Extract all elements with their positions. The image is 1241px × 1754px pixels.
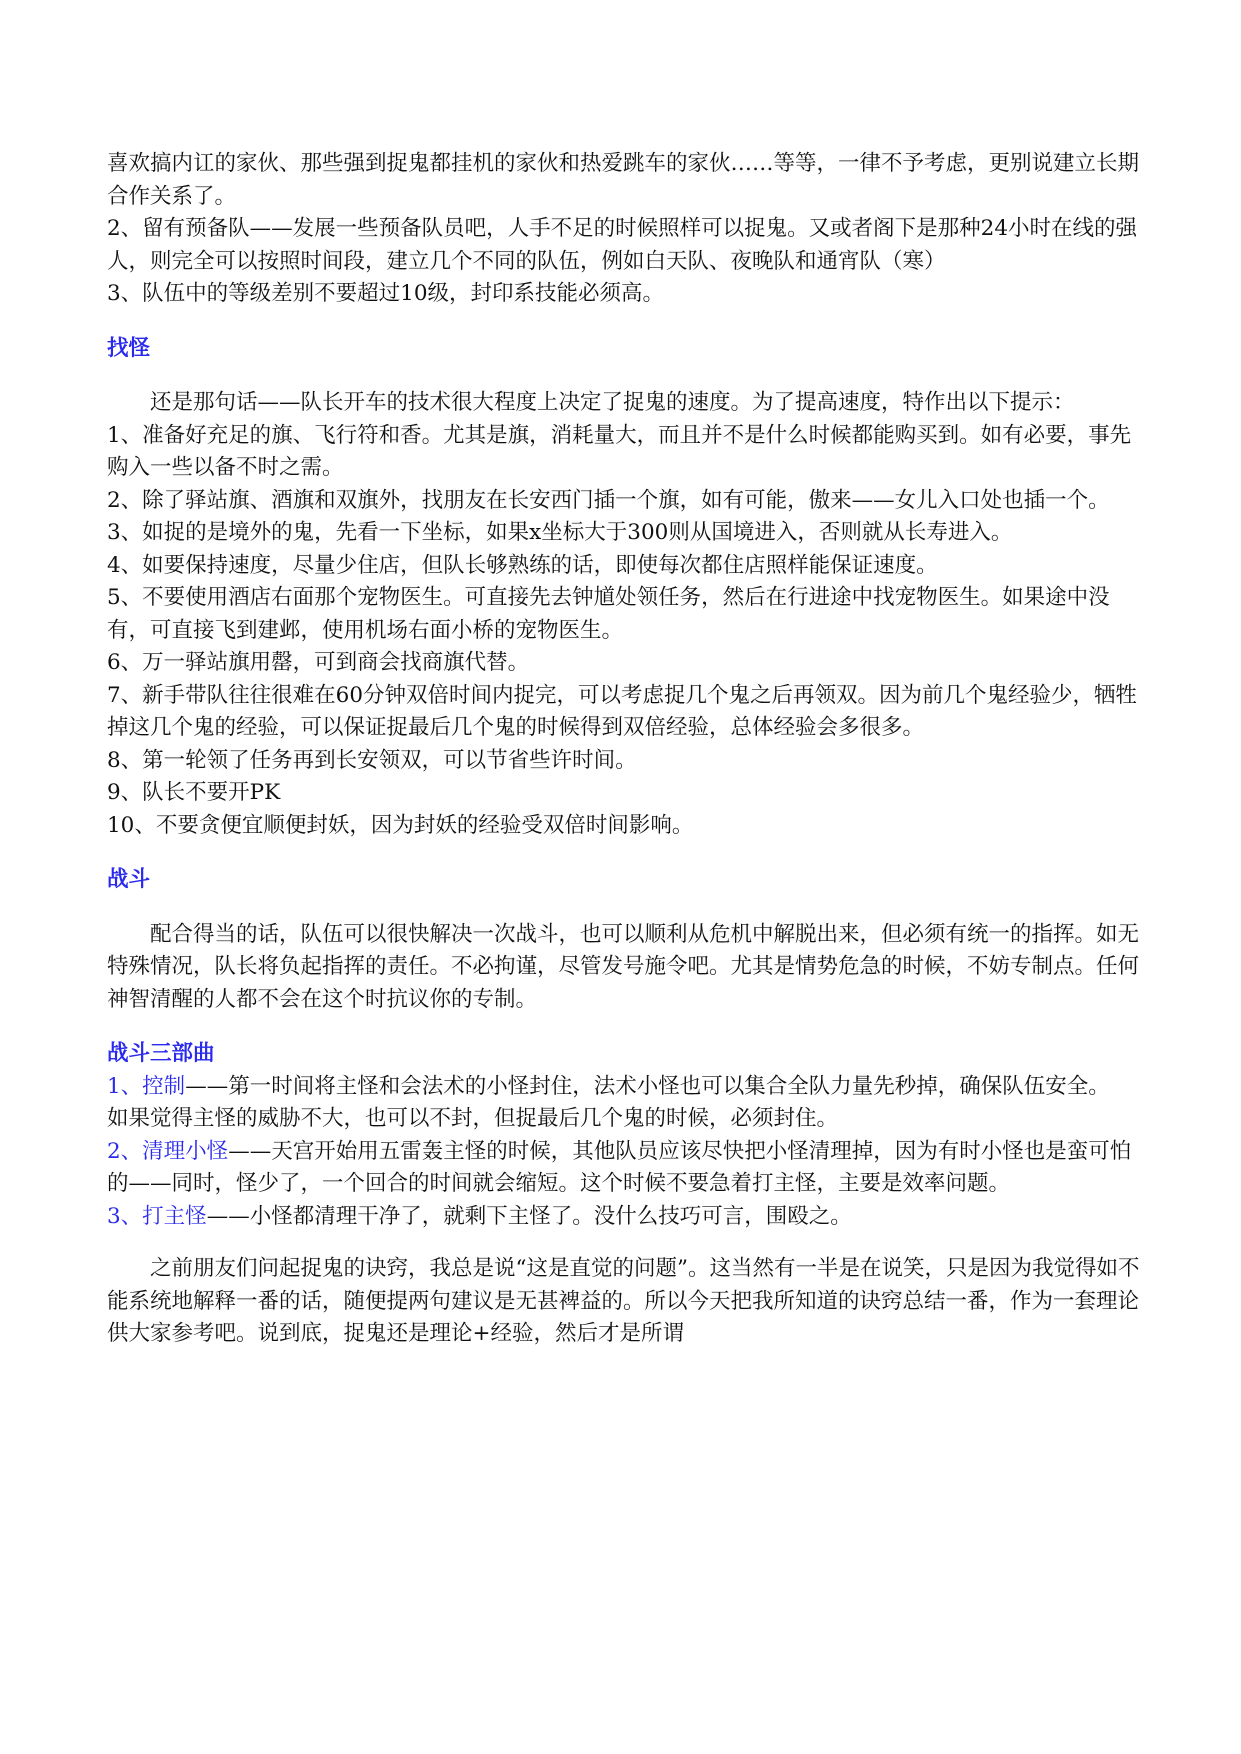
- document-page: [107, 148, 1147, 1351]
- step-3-label: 3、打主怪: [107, 1203, 207, 1229]
- find-item: 3、如捉的是境外的鬼，先看一下坐标，如果x坐标大于300则从国境进入，否则就从长寿进入。: [107, 520, 1013, 545]
- battle-body: 配合得当的话，队伍可以很快解决一次战斗，也可以顺利从危机中解脱出来，但必须有统一的指挥。如无特殊情况，队长将负起指挥的责任。不必拘谨，尽管发号施令吧。尤其是情势危急的时候，不妨专制点。任何神智清醒的人都不会在这个时抗议你的专制。: [107, 921, 1140, 1012]
- step-1-label: 1、控制: [107, 1073, 186, 1099]
- step-1: [107, 1071, 1147, 1104]
- section-heading-battle: 战斗: [107, 867, 151, 892]
- step-1-note: 如果觉得主怪的威胁不大，也可以不封，但捉最后几个鬼的时候，必须封住。: [107, 1106, 839, 1131]
- section-heading-find: 找怪: [107, 335, 151, 361]
- find-item: 2、除了驿站旗、酒旗和双旗外，找朋友在长安西门插一个旗，如有可能，傲来——女儿入口处也插一个。: [107, 487, 1110, 513]
- find-item: 8、第一轮领了任务再到长安领双，可以节省些许时间。: [107, 747, 637, 773]
- find-item: 1、准备好充足的旗、飞行符和香。尤其是旗，消耗量大，而且并不是什么时候都能购买到。如有必要，事先购入一些以备不时之需。: [107, 422, 1132, 480]
- step-1-text: ——第一时间将主怪和会法术的小怪封住，法术小怪也可以集合全队力量先秒掉，确保队伍安全。: [185, 1073, 1110, 1099]
- find-item: 5、不要使用酒店右面那个宠物医生。可直接先去钟馗处领任务，然后在行进途中找宠物医生。如果途中没有，可直接飞到建邺，使用机场右面小桥的宠物医生。: [107, 585, 1110, 643]
- step-2-label: 2、清理小怪: [107, 1138, 229, 1164]
- find-item: 4、如要保持速度，尽量少住店，但队长够熟练的话，即使每次都住店照样能保证速度。: [107, 552, 938, 578]
- find-item: 6、万一驿站旗用罄，可到商会找商旗代替。: [107, 650, 530, 675]
- find-item: 10、不要贪便宜顺便封妖，因为封妖的经验受双倍时间影响。: [107, 812, 694, 838]
- step-3: [107, 1201, 1147, 1234]
- find-item: 9、队长不要开PK: [107, 780, 281, 805]
- find-item: 7、新手带队往往很难在60分钟双倍时间内捉完，可以考虑捉几个鬼之后再领双。因为前几个鬼经验少，牺牲掉这几个鬼的经验，可以保证捉最后几个鬼的时候得到双倍经验，总体经验会多很多。: [107, 682, 1138, 740]
- step-3-text: ——小怪都清理干净了，就剩下主怪了。没什么技巧可言，围殴之。: [206, 1203, 852, 1229]
- intro-item-3: 3、队伍中的等级差别不要超过10级，封印系技能必须高。: [107, 281, 665, 306]
- closing-paragraph: 之前朋友们问起捉鬼的诀窍，我总是说“这是直觉的问题”。这当然有一半是在说笑，只是因为我觉得如不能系统地解释一番的话，随便提两句建议是无甚裨益的。所以今天把我所知道的诀窍总结一番，作为一套理论供大家参考吧。说到底，捉鬼还是理论+经验，然后才是所谓: [107, 1256, 1140, 1346]
- intro-item-2: 2、留有预备队——发展一些预备队员吧，人手不足的时候照样可以捉鬼。又或者阁下是那种24小时在线的强人，则完全可以按照时间段，建立几个不同的队伍，例如白天队、夜晚队和通宵队（寒）: [107, 216, 1138, 274]
- step-2: [107, 1136, 1147, 1201]
- find-intro: 还是那句话——队长开车的技术很大程度上决定了捉鬼的速度。为了提高速度，特作出以下提示：: [150, 390, 1075, 415]
- section-heading-three-steps: 战斗三部曲: [107, 1041, 215, 1066]
- intro-paragraph-0: 喜欢搞内讧的家伙、那些强到捉鬼都挂机的家伙和热爱跳车的家伙……等等，一律不予考虑，更别说建立长期合作关系了。: [107, 151, 1140, 209]
- step-2-text: ——天宫开始用五雷轰主怪的时候，其他队员应该尽快把小怪清理掉，因为有时小怪也是蛮可怕的——同时，怪少了，一个回合的时间就会缩短。这个时候不要急着打主怪，主要是效率问题。: [107, 1138, 1132, 1196]
